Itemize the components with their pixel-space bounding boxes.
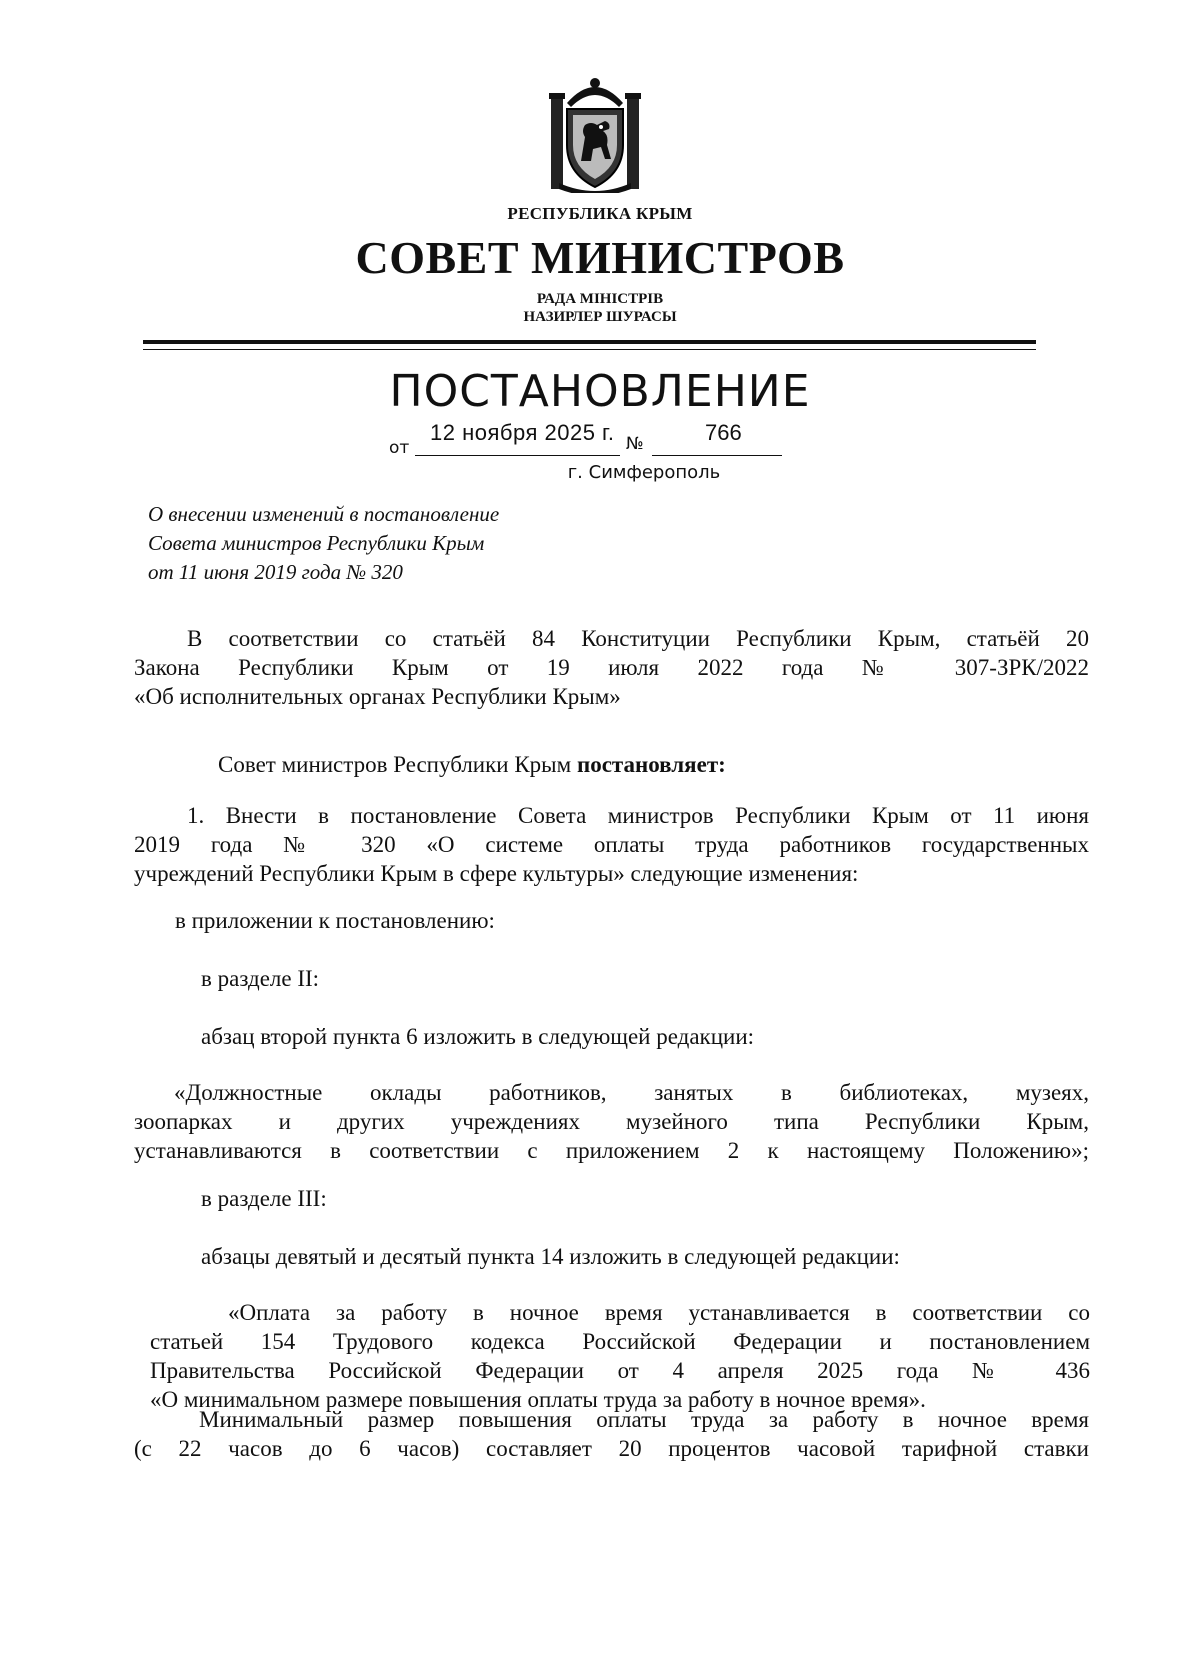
resolve-keyword: постановляет: xyxy=(576,752,726,777)
annex-line: в приложении к постановлению: xyxy=(175,908,495,933)
quote-1-paragraph xyxy=(134,1078,1089,1165)
paragraph-6-instruction: абзац второй пункта 6 изложить в следующей редакции: xyxy=(201,1024,755,1049)
paragraph-line: учреждений Республики Крым в сфере культуры» следующие изменения: xyxy=(134,861,859,886)
paragraph-line: (с 22 часов до 6 часов) составляет 20 процентов часовой тарифной ставки xyxy=(134,1436,1089,1461)
section-2-line: в разделе II: xyxy=(201,966,320,991)
document-type: ПОСТАНОВЛЕНИЕ xyxy=(389,366,811,417)
republic-name: РЕСПУБЛИКА КРЫМ xyxy=(507,204,693,223)
crimea-coat-of-arms-icon xyxy=(547,75,643,193)
council-title-ukrainian: РАДА МІНІСТРІВ xyxy=(536,291,664,307)
quote-2-paragraph xyxy=(150,1298,1090,1414)
paragraph-line: «Об исполнительных органах Республики Крым» xyxy=(134,684,621,709)
header-divider-thin xyxy=(143,349,1036,350)
paragraph-14-instruction: абзацы девятый и десятый пункта 14 изложить в следующей редакции: xyxy=(201,1244,900,1269)
resolve-prefix: Совет министров Республики Крым xyxy=(218,752,577,777)
minimum-pay-paragraph xyxy=(134,1405,1089,1463)
resolve-line xyxy=(218,752,726,778)
paragraph-line: В соответствии со статьёй 84 Конституции Республики Крым, статьёй 20 xyxy=(187,626,1089,651)
subject-line: от 11 июня 2019 года № 320 xyxy=(148,560,403,584)
city: г. Симферополь xyxy=(567,462,721,483)
paragraph-line: «О минимальном размере повышения оплаты труда за работу в ночное время». xyxy=(150,1387,926,1412)
paragraph-line: 1. Внести в постановление Совета министров Республики Крым от 11 июня xyxy=(187,803,1089,828)
paragraph-line: устанавливаются в соответствии с приложением 2 к настоящему Положению»; xyxy=(134,1138,1089,1163)
subject-line: О внесении изменений в постановление xyxy=(148,502,500,526)
document-subject xyxy=(148,500,499,587)
document-number: 766 xyxy=(705,420,742,445)
paragraph-line: «Должностные оклады работников, занятых в библиотеках, музеях, xyxy=(174,1080,1089,1105)
council-title: СОВЕТ МИНИСТРОВ xyxy=(355,232,845,283)
date-prefix: от xyxy=(389,438,410,458)
subject-line: Совета министров Республики Крым xyxy=(148,531,485,555)
number-underline xyxy=(652,455,782,456)
date-underline xyxy=(415,455,620,456)
paragraph-line: 2019 года № 320 «О системе оплаты труда работников государственных xyxy=(134,832,1089,857)
council-title-crimean-tatar: НАЗИРЛЕР ШУРАСЫ xyxy=(523,309,677,325)
paragraph-line: статьей 154 Трудового кодекса Российской Федерации и постановлением xyxy=(150,1329,1090,1354)
paragraph-line: Минимальный размер повышения оплаты труда за работу в ночное время xyxy=(199,1407,1089,1432)
document-date: 12 ноября 2025 г. xyxy=(430,420,615,445)
paragraph-line: Правительства Российской Федерации от 4 апреля 2025 года № 436 xyxy=(150,1358,1090,1383)
section-3-line: в разделе III: xyxy=(201,1186,327,1211)
paragraph-line: зоопарках и других учреждениях музейного типа Республики Крым, xyxy=(134,1109,1089,1134)
preamble-paragraph xyxy=(134,624,1089,711)
number-sign: № xyxy=(626,434,644,454)
paragraph-line: «Оплата за работу в ночное время устанавливается в соответствии со xyxy=(228,1300,1090,1325)
header-divider-thick xyxy=(143,340,1036,344)
paragraph-line: Закона Республики Крым от 19 июля 2022 года № 307-ЗРК/2022 xyxy=(134,655,1089,680)
date-number-row xyxy=(0,420,1200,460)
item-1-paragraph xyxy=(134,801,1089,888)
